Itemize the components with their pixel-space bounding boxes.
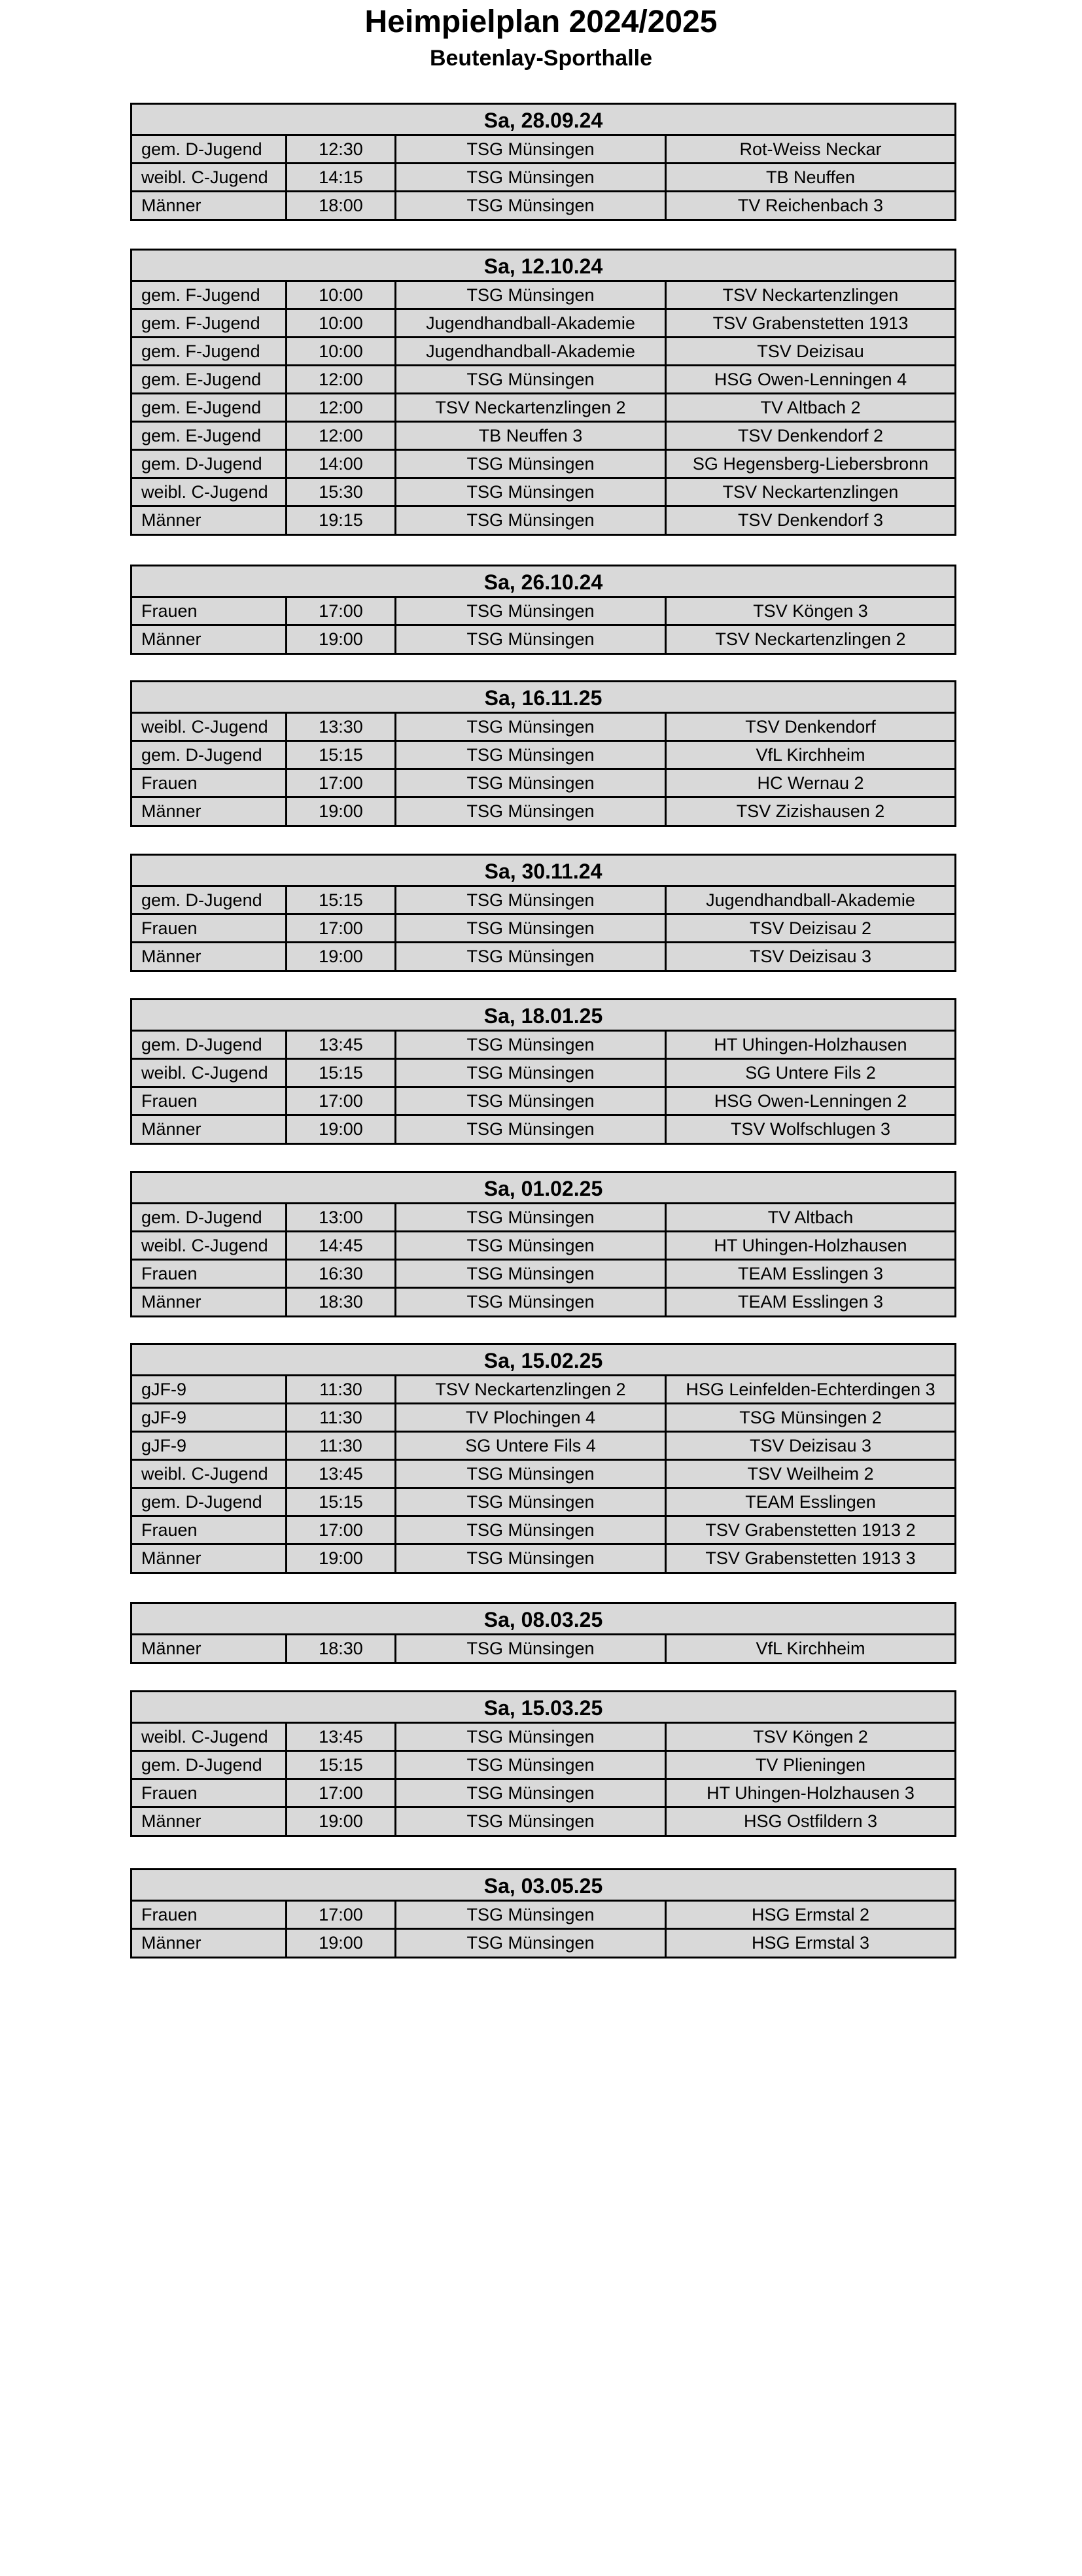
time-cell: 13:30: [287, 714, 396, 740]
time-cell: 11:30: [287, 1404, 396, 1431]
team-cell: Frauen: [132, 1517, 287, 1543]
guest-team-cell: SG Untere Fils 2: [745, 1063, 876, 1083]
home-team-cell: TSG Münsingen: [396, 742, 667, 768]
time-cell: 17:00: [287, 1780, 396, 1806]
guest-team-cell: TSV Deizisau 3: [749, 947, 872, 966]
home-team-cell: TSG Münsingen: [396, 164, 667, 190]
home-team-cell: TSG Münsingen: [396, 1261, 667, 1287]
team-cell: weibl. C-Jugend: [132, 479, 287, 505]
home-team-cell: TB Neuffen 3: [396, 423, 667, 449]
day-date-header: Sa, 12.10.24: [132, 251, 954, 282]
guest-team-cell: VfL Kirchheim: [756, 1639, 865, 1658]
time-cell: 19:00: [287, 1116, 396, 1143]
home-team-cell: TSG Münsingen: [396, 1780, 667, 1806]
day-table: [130, 1602, 956, 1664]
home-team-cell: SG Untere Fils 4: [396, 1433, 667, 1459]
guest-team-cell: HT Uhingen-Holzhausen 3: [707, 1783, 915, 1803]
team-cell: Frauen: [132, 598, 287, 624]
game-row: [132, 1060, 954, 1088]
game-row: [132, 798, 954, 825]
team-cell: gJF-9: [132, 1376, 287, 1402]
game-row: [132, 338, 954, 366]
game-row: [132, 1635, 954, 1662]
home-team-cell: TSG Münsingen: [396, 798, 667, 825]
team-cell: Männer: [132, 1930, 287, 1957]
home-team-cell: TSG Münsingen: [396, 598, 667, 624]
guest-team-cell: TSV Grabenstetten 1913 3: [705, 1548, 916, 1568]
team-cell: Männer: [132, 1545, 287, 1572]
guest-team-cell: TSV Denkendorf: [745, 717, 876, 737]
venue-subtitle: Beutenlay-Sporthalle: [429, 46, 653, 71]
time-cell: 11:30: [287, 1433, 396, 1459]
team-cell: Männer: [132, 1289, 287, 1315]
team-cell: gem. F-Jugend: [132, 310, 287, 336]
guest-team-cell: TSV Deizisau 2: [749, 918, 872, 938]
day-table: [130, 680, 956, 827]
guest-team-cell: Rot-Weiss Neckar: [739, 139, 882, 159]
day-table: [130, 1690, 956, 1837]
time-cell: 19:00: [287, 626, 396, 653]
guest-team-cell: TB Neuffen: [765, 167, 856, 187]
time-cell: 17:00: [287, 770, 396, 796]
guest-team-cell: HSG Ostfildern 3: [743, 1811, 878, 1831]
day-date-header: Sa, 15.03.25: [132, 1692, 954, 1724]
home-team-cell: TSV Neckartenzlingen 2: [396, 394, 667, 421]
home-team-cell: TSG Münsingen: [396, 714, 667, 740]
day-date-header: Sa, 01.02.25: [132, 1173, 954, 1204]
day-table: [130, 103, 956, 221]
guest-team-cell: HSG Ermstal 2: [751, 1905, 870, 1924]
team-cell: Männer: [132, 1635, 287, 1662]
team-cell: weibl. C-Jugend: [132, 1060, 287, 1086]
game-row: [132, 1232, 954, 1261]
team-cell: weibl. C-Jugend: [132, 164, 287, 190]
team-cell: gem. D-Jugend: [132, 451, 287, 477]
time-cell: 17:00: [287, 1088, 396, 1114]
guest-team-cell: TSV Neckartenzlingen: [722, 482, 899, 502]
game-row: [132, 136, 954, 164]
game-row: [132, 915, 954, 943]
team-cell: gem. E-Jugend: [132, 394, 287, 421]
guest-team-cell: TSV Denkendorf 3: [737, 510, 884, 530]
home-team-cell: TSG Münsingen: [396, 1204, 667, 1230]
game-row: [132, 1489, 954, 1517]
game-row: [132, 423, 954, 451]
guest-team-cell: TSV Köngen 3: [753, 601, 868, 621]
guest-team-cell: TSV Neckartenzlingen: [722, 285, 899, 305]
game-row: [132, 164, 954, 192]
guest-team-cell: VfL Kirchheim: [756, 745, 865, 765]
home-team-cell: TSG Münsingen: [396, 1808, 667, 1835]
home-team-cell: TSG Münsingen: [396, 1724, 667, 1750]
game-row: [132, 1752, 954, 1780]
guest-team-cell: TV Altbach 2: [760, 398, 861, 417]
home-team-cell: TSG Münsingen: [396, 366, 667, 392]
time-cell: 15:15: [287, 1752, 396, 1778]
time-cell: 15:15: [287, 742, 396, 768]
team-cell: gem. D-Jugend: [132, 742, 287, 768]
guest-team-cell: TSV Neckartenzlingen 2: [715, 629, 906, 649]
time-cell: 13:45: [287, 1461, 396, 1487]
game-row: [132, 1289, 954, 1315]
guest-team-cell: HC Wernau 2: [757, 773, 864, 793]
day-date-header: Sa, 18.01.25: [132, 1000, 954, 1032]
guest-team-cell: Jugendhandball-Akademie: [706, 890, 915, 910]
game-row: [132, 1433, 954, 1461]
home-team-cell: TSG Münsingen: [396, 282, 667, 308]
team-cell: Männer: [132, 798, 287, 825]
home-team-cell: TSG Münsingen: [396, 770, 667, 796]
guest-team-cell: TV Altbach: [767, 1208, 854, 1227]
day-table: [130, 998, 956, 1145]
time-cell: 14:45: [287, 1232, 396, 1259]
team-cell: gJF-9: [132, 1433, 287, 1459]
time-cell: 15:30: [287, 479, 396, 505]
home-team-cell: TSG Münsingen: [396, 1232, 667, 1259]
guest-team-cell: SG Hegensberg-Liebersbronn: [692, 454, 929, 474]
home-team-cell: TSG Münsingen: [396, 1635, 667, 1662]
team-cell: Männer: [132, 626, 287, 653]
day-table: [130, 1343, 956, 1574]
team-cell: Männer: [132, 192, 287, 219]
day-date-header: Sa, 30.11.24: [132, 856, 954, 887]
guest-team-cell: TEAM Esslingen: [745, 1492, 876, 1512]
time-cell: 18:00: [287, 192, 396, 219]
game-row: [132, 479, 954, 507]
team-cell: Männer: [132, 1116, 287, 1143]
game-row: [132, 451, 954, 479]
guest-team-cell: TSV Grabenstetten 1913: [712, 313, 909, 333]
guest-team-cell: HSG Owen-Lenningen 4: [714, 370, 907, 389]
home-team-cell: TSG Münsingen: [396, 1902, 667, 1928]
home-team-cell: TV Plochingen 4: [396, 1404, 667, 1431]
team-cell: gem. D-Jugend: [132, 887, 287, 913]
game-row: [132, 1902, 954, 1930]
game-row: [132, 1724, 954, 1752]
time-cell: 19:00: [287, 1930, 396, 1957]
team-cell: Frauen: [132, 1261, 287, 1287]
game-row: [132, 1808, 954, 1835]
game-row: [132, 1780, 954, 1808]
team-cell: weibl. C-Jugend: [132, 1724, 287, 1750]
time-cell: 15:15: [287, 1060, 396, 1086]
home-team-cell: TSG Münsingen: [396, 136, 667, 162]
time-cell: 18:30: [287, 1635, 396, 1662]
game-row: [132, 1930, 954, 1957]
guest-team-cell: TSG Münsingen 2: [739, 1408, 882, 1427]
time-cell: 13:45: [287, 1032, 396, 1058]
home-team-cell: TSG Münsingen: [396, 943, 667, 970]
day-date-header: Sa, 03.05.25: [132, 1870, 954, 1902]
time-cell: 19:00: [287, 1545, 396, 1572]
time-cell: 15:15: [287, 887, 396, 913]
time-cell: 16:30: [287, 1261, 396, 1287]
game-row: [132, 714, 954, 742]
home-team-cell: TSG Münsingen: [396, 1752, 667, 1778]
team-cell: gem. E-Jugend: [132, 423, 287, 449]
home-team-cell: TSG Münsingen: [396, 915, 667, 941]
game-row: [132, 598, 954, 626]
guest-team-cell: HT Uhingen-Holzhausen: [714, 1035, 907, 1054]
game-row: [132, 887, 954, 915]
game-row: [132, 366, 954, 394]
team-cell: weibl. C-Jugend: [132, 1232, 287, 1259]
day-table: [130, 1171, 956, 1317]
day-table: [130, 1868, 956, 1958]
home-team-cell: TSG Münsingen: [396, 1088, 667, 1114]
team-cell: gem. F-Jugend: [132, 338, 287, 364]
page-title: Heimpielplan 2024/2025: [364, 5, 718, 39]
team-cell: weibl. C-Jugend: [132, 1461, 287, 1487]
day-date-header: Sa, 28.09.24: [132, 105, 954, 136]
team-cell: Frauen: [132, 1780, 287, 1806]
time-cell: 13:45: [287, 1724, 396, 1750]
home-team-cell: TSV Neckartenzlingen 2: [396, 1376, 667, 1402]
guest-team-cell: TV Plieningen: [755, 1755, 866, 1775]
guest-team-cell: TSV Deizisau: [757, 341, 864, 361]
guest-team-cell: TSV Zizishausen 2: [736, 801, 885, 821]
home-team-cell: TSG Münsingen: [396, 1517, 667, 1543]
time-cell: 13:00: [287, 1204, 396, 1230]
guest-team-cell: TSV Weilheim 2: [747, 1464, 874, 1484]
time-cell: 12:00: [287, 423, 396, 449]
guest-team-cell: TSV Deizisau 3: [749, 1436, 872, 1455]
guest-team-cell: HT Uhingen-Holzhausen: [714, 1236, 907, 1255]
team-cell: Frauen: [132, 915, 287, 941]
time-cell: 10:00: [287, 338, 396, 364]
team-cell: Frauen: [132, 1902, 287, 1928]
game-row: [132, 1032, 954, 1060]
guest-team-cell: TEAM Esslingen 3: [737, 1264, 884, 1283]
team-cell: Frauen: [132, 1088, 287, 1114]
home-team-cell: TSG Münsingen: [396, 626, 667, 653]
time-cell: 12:00: [287, 366, 396, 392]
home-team-cell: TSG Münsingen: [396, 1461, 667, 1487]
game-row: [132, 742, 954, 770]
time-cell: 18:30: [287, 1289, 396, 1315]
time-cell: 19:00: [287, 943, 396, 970]
home-team-cell: TSG Münsingen: [396, 887, 667, 913]
game-row: [132, 1545, 954, 1572]
guest-team-cell: TEAM Esslingen 3: [737, 1292, 884, 1312]
guest-team-cell: TSV Grabenstetten 1913 2: [705, 1520, 916, 1540]
home-team-cell: TSG Münsingen: [396, 1116, 667, 1143]
day-date-header: Sa, 15.02.25: [132, 1345, 954, 1376]
time-cell: 14:00: [287, 451, 396, 477]
home-team-cell: TSG Münsingen: [396, 192, 667, 219]
game-row: [132, 626, 954, 653]
day-table: [130, 854, 956, 972]
game-row: [132, 1404, 954, 1433]
home-team-cell: TSG Münsingen: [396, 1032, 667, 1058]
team-cell: Männer: [132, 943, 287, 970]
game-row: [132, 1116, 954, 1143]
game-row: [132, 394, 954, 423]
team-cell: gem. D-Jugend: [132, 1032, 287, 1058]
team-cell: gem. D-Jugend: [132, 1752, 287, 1778]
game-row: [132, 1261, 954, 1289]
game-row: [132, 1461, 954, 1489]
home-team-cell: TSG Münsingen: [396, 451, 667, 477]
day-date-header: Sa, 26.10.24: [132, 566, 954, 598]
team-cell: gem. D-Jugend: [132, 136, 287, 162]
time-cell: 17:00: [287, 1902, 396, 1928]
game-row: [132, 192, 954, 219]
guest-team-cell: TSV Denkendorf 2: [737, 426, 884, 445]
time-cell: 17:00: [287, 1517, 396, 1543]
guest-team-cell: HSG Leinfelden-Echterdingen 3: [686, 1380, 935, 1399]
guest-team-cell: TSV Köngen 2: [753, 1727, 868, 1747]
time-cell: 19:00: [287, 1808, 396, 1835]
time-cell: 19:00: [287, 798, 396, 825]
time-cell: 17:00: [287, 598, 396, 624]
time-cell: 17:00: [287, 915, 396, 941]
time-cell: 15:15: [287, 1489, 396, 1515]
team-cell: weibl. C-Jugend: [132, 714, 287, 740]
day-table: [130, 249, 956, 536]
guest-team-cell: HSG Owen-Lenningen 2: [714, 1091, 907, 1111]
home-team-cell: Jugendhandball-Akademie: [396, 338, 667, 364]
time-cell: 14:15: [287, 164, 396, 190]
game-row: [132, 1204, 954, 1232]
team-cell: Frauen: [132, 770, 287, 796]
team-cell: gJF-9: [132, 1404, 287, 1431]
time-cell: 10:00: [287, 282, 396, 308]
team-cell: Männer: [132, 507, 287, 534]
guest-team-cell: TV Reichenbach 3: [737, 196, 884, 215]
home-team-cell: TSG Münsingen: [396, 1489, 667, 1515]
home-team-cell: TSG Münsingen: [396, 1545, 667, 1572]
game-row: [132, 507, 954, 534]
home-team-cell: Jugendhandball-Akademie: [396, 310, 667, 336]
day-date-header: Sa, 16.11.25: [132, 682, 954, 714]
home-team-cell: TSG Münsingen: [396, 1060, 667, 1086]
game-row: [132, 282, 954, 310]
team-cell: gem. E-Jugend: [132, 366, 287, 392]
home-team-cell: TSG Münsingen: [396, 1930, 667, 1957]
home-team-cell: TSG Münsingen: [396, 479, 667, 505]
team-cell: Männer: [132, 1808, 287, 1835]
time-cell: 12:00: [287, 394, 396, 421]
team-cell: gem. F-Jugend: [132, 282, 287, 308]
team-cell: gem. D-Jugend: [132, 1489, 287, 1515]
team-cell: gem. D-Jugend: [132, 1204, 287, 1230]
time-cell: 12:30: [287, 136, 396, 162]
day-date-header: Sa, 08.03.25: [132, 1604, 954, 1635]
game-row: [132, 1517, 954, 1545]
game-row: [132, 943, 954, 970]
home-team-cell: TSG Münsingen: [396, 1289, 667, 1315]
game-row: [132, 310, 954, 338]
game-row: [132, 1376, 954, 1404]
time-cell: 10:00: [287, 310, 396, 336]
guest-team-cell: HSG Ermstal 3: [751, 1933, 870, 1953]
day-table: [130, 565, 956, 655]
guest-team-cell: TSV Wolfschlugen 3: [730, 1119, 891, 1139]
game-row: [132, 1088, 954, 1116]
time-cell: 19:15: [287, 507, 396, 534]
time-cell: 11:30: [287, 1376, 396, 1402]
game-row: [132, 770, 954, 798]
home-team-cell: TSG Münsingen: [396, 507, 667, 534]
